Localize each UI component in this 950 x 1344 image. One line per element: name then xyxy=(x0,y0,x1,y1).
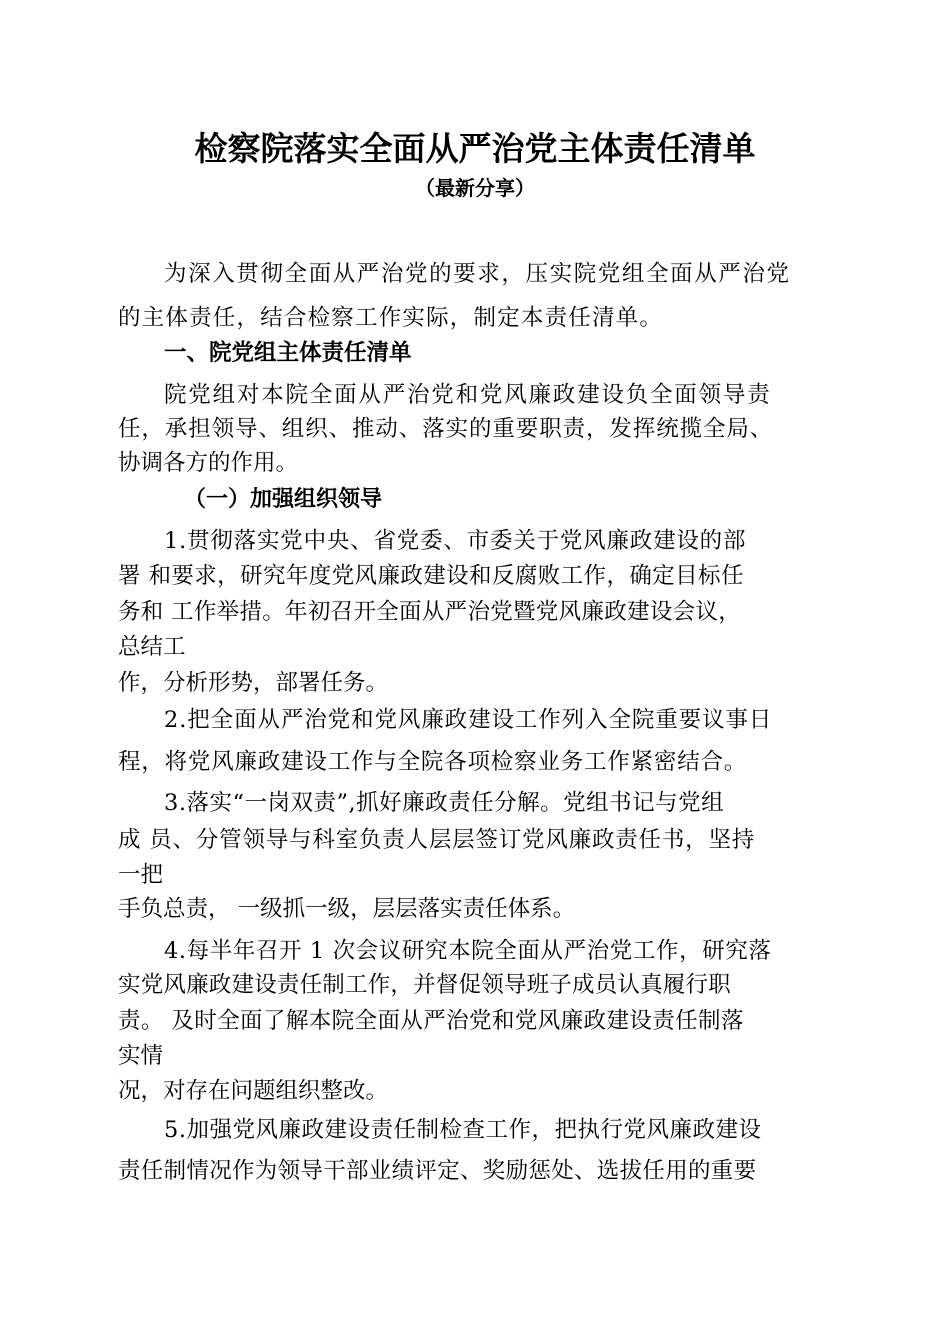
paragraph-line: 责。 及时全面了解本院全面从严治党和党风廉政建设责任制落 xyxy=(118,1008,744,1034)
paragraph-line: 务和 工作举措。年初召开全面从严治党暨党风廉政建设会议， xyxy=(118,599,742,625)
paragraph-line: 作，分析形势，部署任务。 xyxy=(118,670,389,696)
paragraph-line: 实党风廉政建设责任制工作，并督促领导班子成员认真履行职 xyxy=(118,972,731,998)
paragraph-line: 况，对存在问题组织整改。 xyxy=(118,1078,389,1104)
paragraph-line: 为深入贯彻全面从严治党的要求，压实院党组全面从严治党 xyxy=(164,261,791,287)
paragraph-line: 4.每半年召开 1 次会议研究本院全面从严治党工作，研究落 xyxy=(164,938,772,964)
document-subtitle: （最新分享） xyxy=(415,176,535,200)
paragraph-line: 总结工 xyxy=(118,634,186,660)
document-title: 检察院落实全面从严治党主体责任清单 xyxy=(194,129,756,168)
paragraph-line: 手负总责， 一级抓一级，层层落实责任体系。 xyxy=(118,896,576,922)
paragraph-line: 院党组对本院全面从严治党和党风廉政建设负全面领导责 xyxy=(164,382,772,408)
paragraph-line: 协调各方的作用。 xyxy=(118,450,299,476)
paragraph-line: 成 员、分管领导与科室负责人层层签订党风廉政责任书，坚持 xyxy=(118,827,756,853)
paragraph-line: 1.贯彻落实党中央、省党委、市委关于党风廉政建设的部 xyxy=(164,528,747,554)
paragraph-line: 任，承担领导、组织、推动、落实的重要职责，发挥统揽全局、 xyxy=(118,416,774,442)
paragraph-line: 责任制情况作为领导干部业绩评定、奖励惩处、选拔任用的重要 xyxy=(118,1158,757,1184)
paragraph-line: 的主体责任，结合检察工作实际，制定本责任清单。 xyxy=(118,305,664,331)
paragraph-line: 3.落实“一岗双责”,抓好廉政责任分解。党组书记与党组 xyxy=(164,790,725,816)
paragraph-line: 程，将党风廉政建设工作与全院各项检察业务工作紧密结合。 xyxy=(118,749,748,775)
paragraph-line: 一把 xyxy=(118,862,164,888)
paragraph-line: 署 和要求，研究年度党风廉政建设和反腐败工作，确定目标任 xyxy=(118,563,744,589)
paragraph-line: 5.加强党风廉政建设责任制检查工作，把执行党风廉政建设 xyxy=(164,1117,762,1143)
subsection-heading: （一）加强组织领导 xyxy=(184,486,383,512)
paragraph-line: 2.把全面从严治党和党风廉政建设工作列入全院重要议事日 xyxy=(164,707,773,733)
section-heading: 一、院党组主体责任清单 xyxy=(164,340,412,366)
paragraph-line: 实情 xyxy=(118,1043,164,1069)
